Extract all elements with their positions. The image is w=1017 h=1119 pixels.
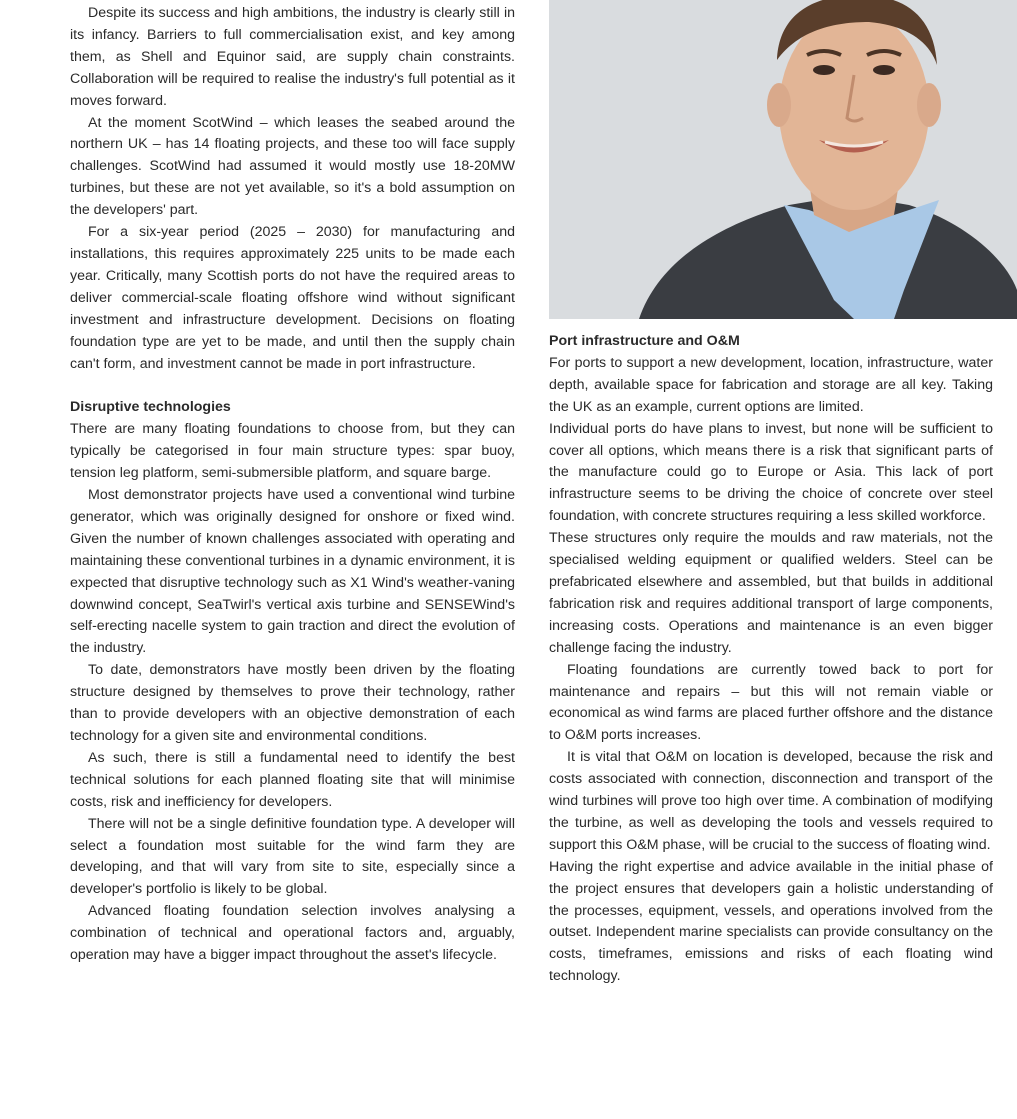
paragraph: At the moment ScotWind – which leases the seabed around the northern UK – has 14 floating projects, and these too will face supply challenges. ScotWind had assumed it would mostly use 18-20MW turbines, but these are not yet available, so it's a bold assumption on the developers' part. (70, 114, 515, 219)
section-heading: Port infrastructure and O&M (549, 333, 740, 349)
paragraph: There are many floating foundations to choose from, but they can typically be categorised in four main structure types: spar buoy, tension leg platform, semi-submersible platform, and square barge. (70, 421, 515, 482)
paragraph: Despite its success and high ambitions, the industry is clearly still in its infancy. Barriers to full commercialisation exist, and key among them, as Shell and Equinor said, are supply chain constraints. Collaboration will be required to realise the industry's full potential as it moves forward. (70, 5, 515, 109)
paragraph: Most demonstrator projects have used a conventional wind turbine generator, which was originally designed for onshore or fixed wind. Given the number of known challenges associated with operating and maintaining these conventional turbines in a dynamic environment, it is expected that disruptive technology such as X1 Wind's weather-vaning downwind concept, SeaTwirl's vertical axis turbine and SENSEWind's self-erecting nacelle system to gain traction and direct the evolution of the industry. (70, 487, 515, 657)
paragraph: Floating foundations are currently towed back to port for maintenance and repairs – but this will not remain viable or economical as wind farms are placed further offshore and the distance to O&M ports increases. (549, 661, 993, 744)
left-column (70, 3, 515, 967)
portrait-illustration (549, 0, 1017, 319)
paragraph: For a six-year period (2025 – 2030) for manufacturing and installations, this requires approximately 225 units to be made each year. Critically, many Scottish ports do not have the required areas to deliver commercial-scale floating offshore wind without significant investment and infrastructure development. Decisions on floating foundation type are yet to be made, and until then the supply chain can't form, and investment cannot be made in port infrastructure. (70, 224, 515, 372)
paragraph: Having the right expertise and advice available in the initial phase of the project ensures that developers gain a holistic understanding of the processes, equipment, vessels, and operations involved from the outset. Independent marine specialists can provide consultancy on the costs, timeframes, emissions and risks of each floating wind technology. (549, 858, 993, 985)
paragraph: Advanced floating foundation selection involves analysing a combination of technical and operational factors and, arguably, operation may have a bigger impact throughout the asset's lifecycle. (70, 903, 515, 964)
paragraph: As such, there is still a fundamental need to identify the best technical solutions for each planned floating site that will minimise costs, risk and inefficiency for developers. (70, 749, 515, 810)
paragraph: For ports to support a new development, location, infrastructure, water depth, available space for fabrication and storage are all key. Taking the UK as an example, current options are limited. (549, 354, 993, 415)
paragraph: It is vital that O&M on location is developed, because the risk and costs associated with connection, disconnection and transport of the wind turbines will prove too high over time. A combination of modifying the turbine, as well as developing the tools and vessels required to support this O&M phase, will be crucial to the success of floating wind. (549, 749, 993, 853)
right-column (549, 331, 993, 988)
paragraph: There will not be a single definitive foundation type. A developer will select a foundation most suitable for the wind farm they are developing, and that will vary from site to site, especially since a developer's portfolio is likely to be global. (70, 815, 515, 898)
portrait-photo (549, 0, 1017, 319)
paragraph: Individual ports do have plans to invest, but none will be sufficient to cover all options, which means there is a risk that significant parts of the manufacture could go to Europe or Asia. This lack of port infrastructure seems to be driving the choice of concrete over steel foundation, with concrete structures requiring a less skilled workforce. (549, 420, 993, 525)
section-heading: Disruptive technologies (70, 399, 231, 416)
paragraph: These structures only require the moulds and raw materials, not the specialised welding equipment or qualified welders. Steel can be prefabricated elsewhere and assembled, but that builds in additional fabrication risk and requires additional transport of large components, increasing costs. Operations and maintenance is an even bigger challenge facing the industry. (549, 530, 993, 656)
paragraph: To date, demonstrators have mostly been driven by the floating structure designed by themselves to prove their technology, rather than to provide developers with an objective demonstration of each technology for a given site and environmental conditions. (70, 662, 515, 744)
